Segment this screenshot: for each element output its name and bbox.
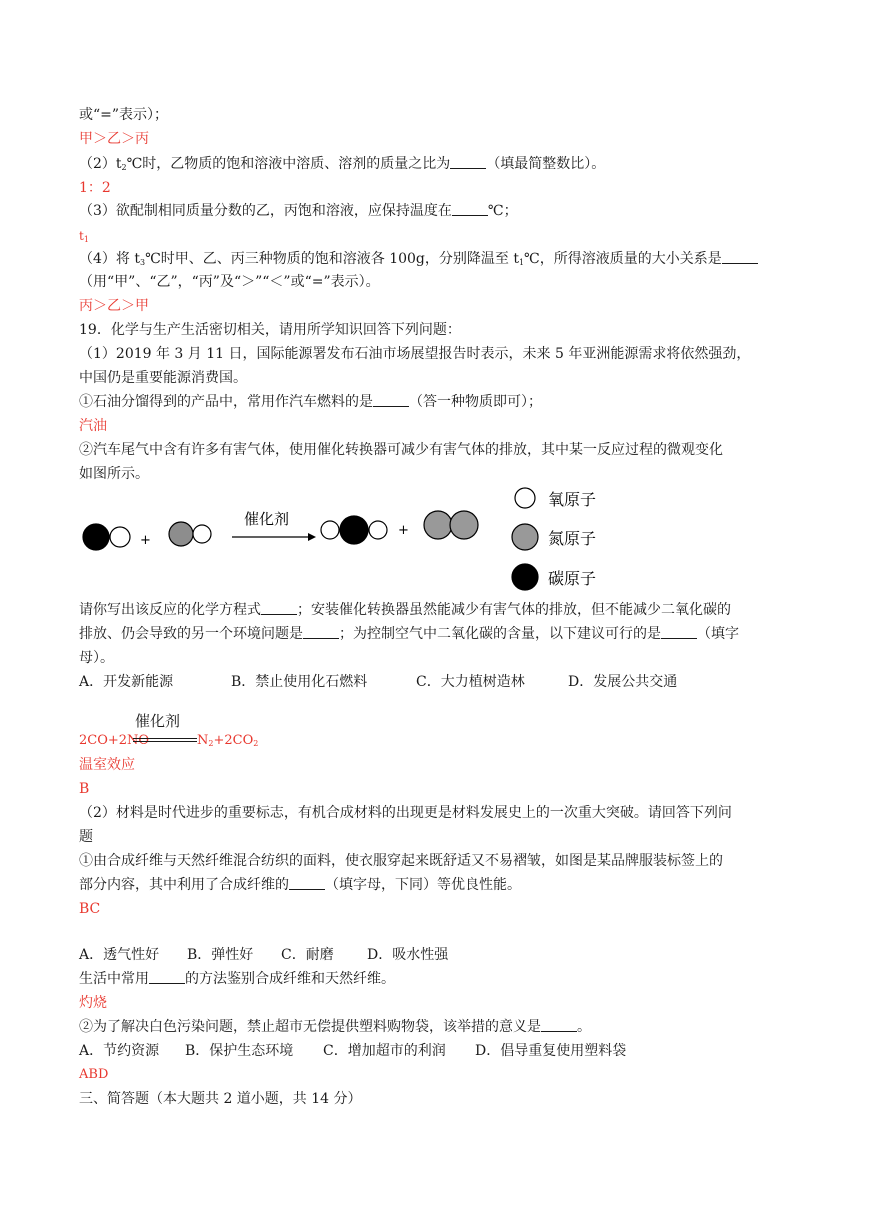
para-5: ②为了解决白色污染问题，禁止超市无偿提供塑料购物袋，该举措的意义是 。 xyxy=(79,1019,591,1035)
option-d: D．倡导重复使用塑料袋 xyxy=(475,1043,627,1059)
option-c: C．耐磨 xyxy=(281,947,334,963)
legend-nitrogen-label: 氮原子 xyxy=(548,529,597,548)
answer-blank xyxy=(722,251,758,264)
nitrogen-atom xyxy=(169,522,193,546)
oxygen-legend-icon xyxy=(515,488,535,508)
answer-3: $t_1$ xyxy=(79,229,89,244)
question-4: （4）将 $t_3℃$时甲、乙、丙三种物质的饱和溶液各 100g，分别降温至 $t_1℃$，所得溶液质量的大小关系是 xyxy=(79,250,758,272)
arrow-head xyxy=(308,533,316,541)
option-a: A．透气性好 xyxy=(79,947,160,963)
legend xyxy=(512,488,596,590)
para-3a: （2）材料是时代进步的重要标志，有机合成材料的出现更是材料发展史上的一次重大突破。请回答下列问 xyxy=(79,805,732,821)
answer-blank xyxy=(661,626,697,639)
answer-blank xyxy=(452,203,488,216)
para-1d: ②汽车尾气中含有许多有害气体，使用催化转换器可减少有害气体的排放，其中某一反应过程的微观变化 xyxy=(79,442,723,458)
option-b: B．禁止使用化石燃料 xyxy=(231,674,368,690)
answer-7: B xyxy=(79,781,90,797)
options-3 xyxy=(79,1042,626,1060)
line-intro: 或“=”表示）； xyxy=(79,107,169,123)
options-1 xyxy=(79,673,677,691)
answer-blank xyxy=(261,602,297,615)
equation-line xyxy=(133,738,197,739)
oxygen-atom xyxy=(193,525,211,543)
legend-carbon-label: 碳原子 xyxy=(548,569,597,588)
carbon-legend-icon xyxy=(512,564,538,590)
carbon-atom xyxy=(83,524,109,550)
carbon-atom xyxy=(340,516,368,544)
para-1c: ①石油分馏得到的产品中，常用作汽车燃料的是 （答一种物质即可）； xyxy=(79,394,542,410)
option-a: A．开发新能源 xyxy=(79,674,174,690)
plus-sign: + xyxy=(398,523,409,538)
option-a: A．节约资源 xyxy=(79,1043,160,1059)
option-c: C．增加超市的利润 xyxy=(323,1043,446,1059)
option-c: C．大力植树造林 xyxy=(416,674,525,690)
question-19: 19．化学与生产生活密切相关，请用所学知识回答下列问题： xyxy=(79,322,461,338)
oxygen-atom xyxy=(321,521,339,539)
para-2c: 母）。 xyxy=(79,650,114,666)
option-d: D．吸水性强 xyxy=(367,947,449,963)
answer-4: 丙＞乙＞甲 xyxy=(79,298,149,314)
legend-oxygen-label: 氧原子 xyxy=(548,490,597,509)
reactant-co-molecule xyxy=(83,524,130,550)
answer-8: BC xyxy=(79,901,101,917)
para-1e: 如图所示。 xyxy=(79,466,149,482)
section-3-heading: 三、简答题（本大题共 2 道小题，共 14 分） xyxy=(79,1091,362,1107)
answer-9: 灼烧 xyxy=(79,995,107,1011)
option-b: B．弹性好 xyxy=(187,947,254,963)
answer-blank xyxy=(303,626,339,639)
answer-2: 1：2 xyxy=(79,180,111,196)
plus-sign: + xyxy=(140,533,151,548)
para-4: 生活中常用 的方法鉴别合成纤维和天然纤维。 xyxy=(79,971,395,987)
nitrogen-atom xyxy=(450,511,478,539)
equation-line xyxy=(133,741,197,742)
nitrogen-atom xyxy=(424,511,452,539)
answer-6: 温室效应 xyxy=(79,757,135,773)
para-1a: （1）2019 年 3 月 11 日，国际能源署发布石油市场展望报告时表示，未来 5 年亚洲能源需求将依然强劲， xyxy=(79,346,751,362)
arrow-label: 催化剂 xyxy=(244,510,290,528)
nitrogen-legend-icon xyxy=(512,524,538,550)
product-n2-molecule xyxy=(424,511,478,539)
answer-10: ABD xyxy=(79,1067,109,1082)
product-co2-molecule xyxy=(321,516,387,544)
answer-blank xyxy=(373,394,409,407)
answer-blank xyxy=(541,1019,577,1032)
reactant-no-molecule xyxy=(169,522,211,546)
para-3c: ①由合成纤维与天然纤维混合纺织的面料，使衣服穿起来既舒适又不易褶皱，如图是某品牌服装标签上的 xyxy=(79,853,723,869)
answer-1: 甲＞乙＞丙 xyxy=(79,131,149,147)
para-3b: 题 xyxy=(79,829,93,845)
answer-blank xyxy=(450,156,486,169)
equation-catalyst: 催化剂 xyxy=(135,712,181,730)
reaction-diagram xyxy=(70,482,630,600)
options-2 xyxy=(79,946,448,964)
question-3: （3）欲配制相同质量分数的乙，丙饱和溶液，应保持温度在 ℃； xyxy=(79,203,518,219)
oxygen-atom xyxy=(369,521,387,539)
para-2a: 请你写出该反应的化学方程式 ；安装催化转换器虽然能减少有害气体的排放，但不能减少二氧化碳的 xyxy=(79,602,731,618)
para-2b: 排放、仍会导致的另一个环境问题是 ；为控制空气中二氧化碳的含量，以下建议可行的是 （填字 xyxy=(79,626,739,642)
answer-blank xyxy=(149,971,185,984)
para-3d: 部分内容，其中利用了合成纤维的 （填字母，下同）等优良性能。 xyxy=(79,877,521,893)
oxygen-atom xyxy=(110,527,130,547)
option-b: B．保护生态环境 xyxy=(185,1043,294,1059)
option-d: D．发展公共交通 xyxy=(568,674,678,690)
question-2: $(2)t_2℃$时，乙物质的饱和溶液中溶质、溶剂的质量之比为 （填最简整数比）。 xyxy=(79,156,606,172)
answer-blank xyxy=(289,877,325,890)
para-1b: 中国仍是重要能源消费国。 xyxy=(79,370,247,386)
answer-5: 汽油 xyxy=(79,418,107,434)
question-4-cont: （用“甲”、“乙”，“丙”及“＞”“＜”或“=”表示）。 xyxy=(79,274,380,290)
